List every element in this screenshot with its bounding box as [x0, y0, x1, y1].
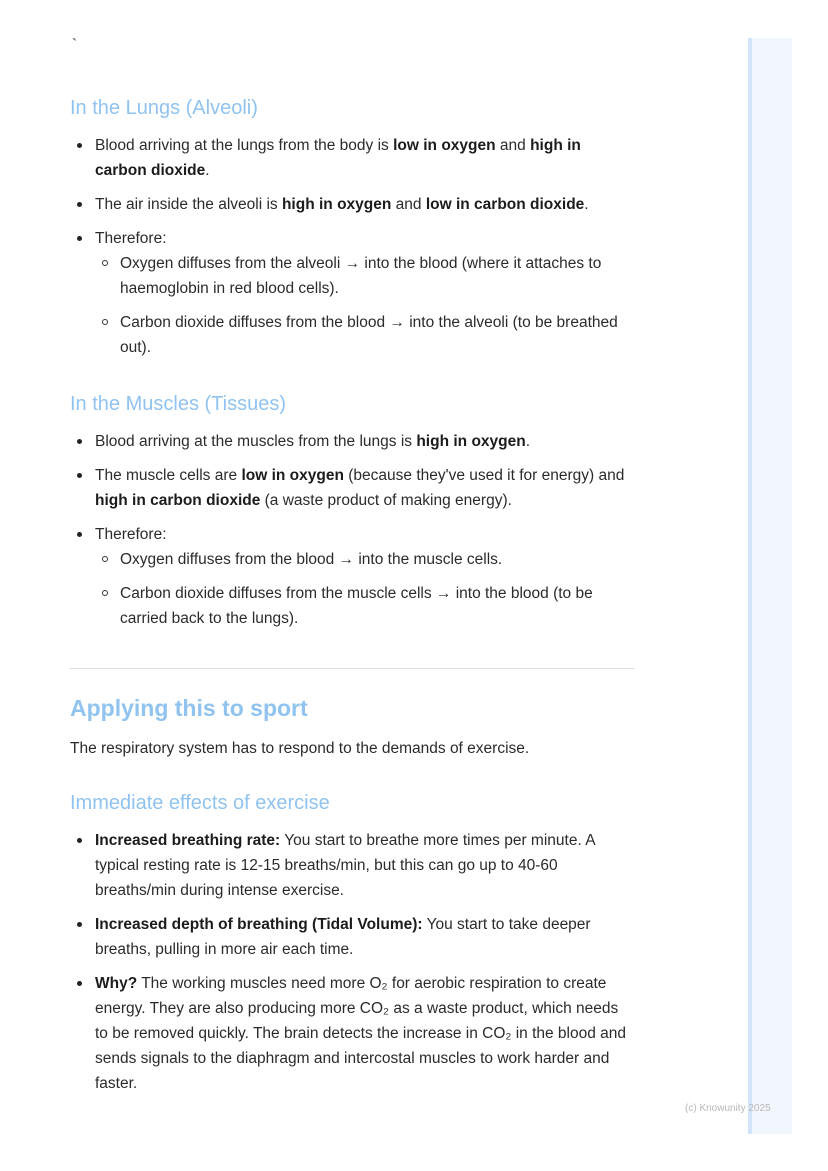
bold-text: Increased depth of breathing (Tidal Volume):: [95, 916, 423, 933]
bold-text: high in oxygen: [281, 196, 392, 213]
text: (because they've used it for energy) and: [343, 467, 625, 484]
bold-text: low in carbon dioxide: [425, 196, 585, 213]
text: .: [584, 196, 589, 213]
list-item: [70, 463, 634, 513]
bold-text: low in oxygen: [241, 467, 344, 484]
immediate-heading: Immediate effects of exercise: [70, 792, 330, 814]
list-item: [70, 192, 634, 217]
text: The muscle cells are: [95, 467, 242, 484]
text: The working muscles need more O₂ for aerobic respiration to create energy. They are also producing more CO₂ as a waste product, which needs to be removed quickly. The brain detects the increase in CO₂ in the blood and sends signals to the diaphragm and intercostal muscles to work harder and faster.: [95, 975, 627, 1092]
text: You start to breathe more times per minute. A typical resting rate is 12-15 breaths/min, but this can go up to 40-60 breaths/min during intense exercise.: [95, 832, 595, 899]
sub-list: [95, 547, 634, 631]
list-item: [70, 429, 634, 454]
list-item: [70, 912, 634, 962]
document-content: [70, 36, 634, 1105]
list-item: [70, 226, 634, 360]
lungs-list: [70, 133, 634, 360]
text: and: [495, 137, 531, 154]
text: You start to take deeper breaths, pulling in more air each time.: [95, 916, 591, 958]
copyright-footer: (c) Knowunity 2025: [685, 1103, 771, 1114]
sport-heading: Applying this to sport: [70, 695, 308, 721]
bold-text: high in carbon dioxide: [95, 137, 581, 179]
bold-text: low in oxygen: [393, 137, 496, 154]
list-item: [70, 522, 634, 631]
text: .: [205, 162, 210, 179]
lungs-heading: In the Lungs (Alveoli): [70, 97, 258, 119]
sport-intro: The respiratory system has to respond to the demands of exercise.: [70, 740, 530, 757]
muscles-heading: In the Muscles (Tissues): [70, 393, 286, 415]
text: Blood arriving at the lungs from the body is: [95, 137, 394, 154]
text: The air inside the alveoli is: [95, 196, 282, 213]
sub-list: [95, 251, 634, 360]
sub-list-item: Carbon dioxide diffuses from the muscle cells → into the blood (to be carried back to the lungs).: [95, 581, 634, 631]
sub-list-item: Carbon dioxide diffuses from the blood → into the alveoli (to be breathed out).: [95, 310, 634, 360]
text: (a waste product of making energy).: [260, 492, 512, 509]
list-item: [70, 133, 634, 183]
text: .: [525, 433, 531, 450]
bold-text: Why?: [95, 975, 138, 992]
list-item: [70, 971, 634, 1096]
text: Therefore:: [95, 230, 167, 247]
bold-text: high in oxygen: [416, 433, 526, 450]
bold-text: Increased breathing rate:: [95, 832, 281, 849]
text: and: [391, 196, 426, 213]
list-item: [70, 828, 634, 903]
stray-mark: `: [72, 36, 77, 53]
text: Therefore:: [95, 526, 167, 543]
sub-list-item: Oxygen diffuses from the blood → into the muscle cells.: [95, 547, 634, 572]
sub-list-item: Oxygen diffuses from the alveoli → into the blood (where it attaches to haemoglobin in red blood cells).: [95, 251, 634, 301]
immediate-list: [70, 828, 634, 1096]
bold-text: high in carbon dioxide: [95, 492, 261, 509]
muscles-list: [70, 429, 634, 631]
text: Blood arriving at the muscles from the lungs is: [95, 433, 417, 450]
side-panel: [748, 38, 792, 1134]
